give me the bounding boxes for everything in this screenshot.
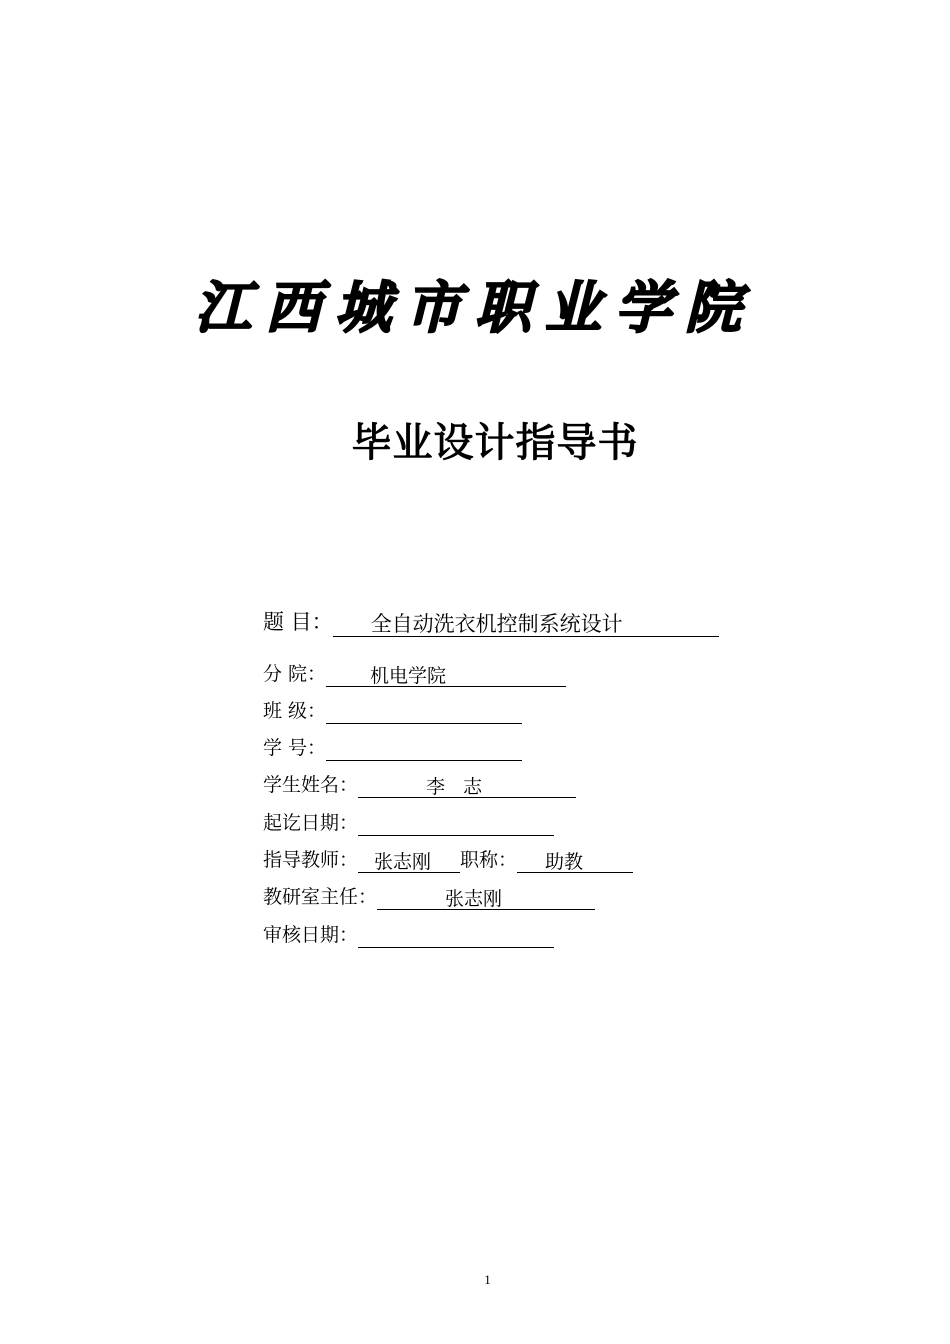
student-id-field <box>263 735 522 761</box>
dates-line <box>358 811 554 836</box>
office-director-label: 教研室主任： <box>263 886 378 908</box>
office-director-value: 张志刚 <box>445 888 503 910</box>
department-label: 分 院： <box>263 663 327 685</box>
class-label: 班 级： <box>263 700 327 722</box>
advisor-line <box>358 848 460 873</box>
dates-field <box>263 810 554 836</box>
student-id-line <box>326 736 522 761</box>
student-name-line <box>358 773 576 798</box>
dates-label: 起讫日期： <box>263 812 359 834</box>
advisor-value: 张志刚 <box>374 851 432 873</box>
topic-label: 题 目： <box>263 610 333 634</box>
advisor-field <box>263 847 633 873</box>
class-field <box>263 698 522 724</box>
advisor-title-line <box>517 848 633 873</box>
review-date-label: 审核日期： <box>263 924 359 946</box>
advisor-title-label: 职称： <box>460 849 518 871</box>
school-name: 江西城市职业学院 <box>195 275 755 341</box>
student-id-label: 学 号： <box>263 737 327 759</box>
office-director-line <box>377 885 595 910</box>
review-date-field <box>263 922 554 948</box>
department-field <box>263 661 566 687</box>
advisor-label: 指导教师： <box>263 849 359 871</box>
student-name-label: 学生姓名： <box>263 774 359 796</box>
department-line <box>326 662 566 687</box>
department-value: 机电学院 <box>370 665 447 687</box>
page-number: 1 <box>484 1272 491 1287</box>
topic-line <box>333 608 719 637</box>
office-director-field <box>263 884 595 910</box>
advisor-title-value: 助教 <box>545 851 584 873</box>
document-title: 毕业设计指导书 <box>351 420 639 466</box>
review-date-line <box>358 923 554 948</box>
class-line <box>326 699 522 724</box>
topic-field <box>263 607 719 637</box>
student-name-value: 李 志 <box>426 776 483 798</box>
student-name-field <box>263 772 576 798</box>
topic-value: 全自动洗衣机控制系统设计 <box>370 612 623 636</box>
